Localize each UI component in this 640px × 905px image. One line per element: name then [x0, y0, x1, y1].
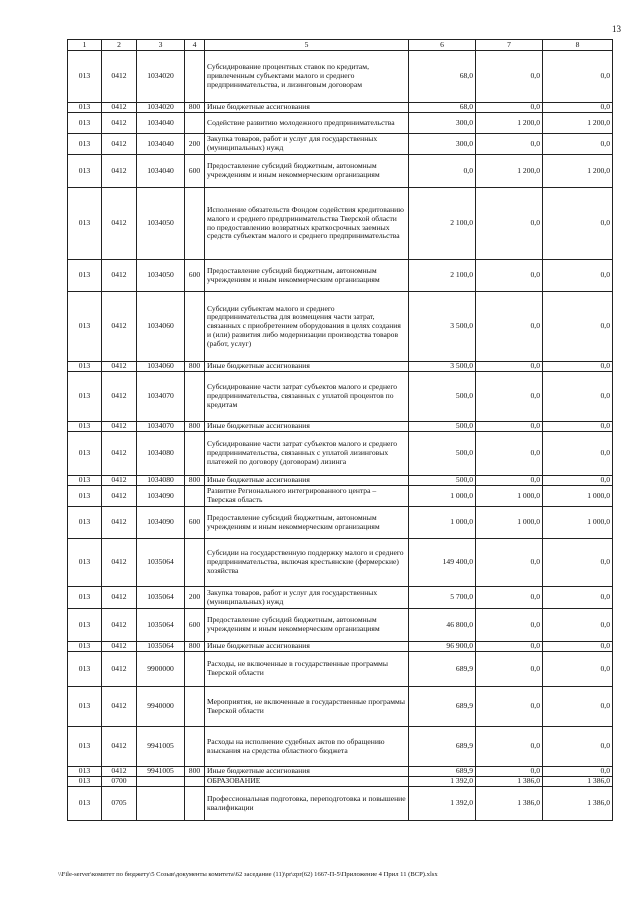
section-code-cell: 0412 [102, 362, 137, 372]
target-code-cell: 1034090 [137, 486, 185, 507]
table-row [68, 539, 613, 587]
table-row [68, 507, 613, 539]
header-row [68, 40, 613, 51]
amount-2-cell: 0,0 [476, 727, 543, 767]
amount-3-cell: 1 386,0 [543, 787, 613, 821]
target-code-cell: 1034090 [137, 507, 185, 539]
amount-3-cell: 0,0 [543, 134, 613, 155]
amount-2-cell: 1 200,0 [476, 155, 543, 188]
agency-code-cell: 013 [68, 652, 102, 687]
amount-3-cell: 0,0 [543, 609, 613, 642]
amount-3-cell: 1 200,0 [543, 155, 613, 188]
expense-type-cell [185, 113, 205, 134]
expense-type-cell: 600 [185, 155, 205, 188]
expense-type-cell: 600 [185, 609, 205, 642]
agency-code-cell: 013 [68, 507, 102, 539]
amount-2-cell: 1 386,0 [476, 777, 543, 787]
budget-table [67, 39, 613, 821]
amount-1-cell: 1 000,0 [409, 507, 476, 539]
item-name-cell: Иные бюджетные ассигнования [205, 767, 409, 777]
item-name-cell: Субсидии субъектам малого и среднего предпринимательства для возмещения части затрат, связанных с приобретением оборудования в целях создания и (или) развития либо модернизации производства товаров (работ, услуг) [205, 292, 409, 362]
agency-code-cell: 013 [68, 372, 102, 422]
item-name-cell: Расходы на исполнение судебных актов по обращению взыскания на средства областного бюджета [205, 727, 409, 767]
target-code-cell: 1034050 [137, 188, 185, 260]
table-row [68, 103, 613, 113]
agency-code-cell: 013 [68, 155, 102, 188]
agency-code-cell: 013 [68, 609, 102, 642]
item-name-cell: Иные бюджетные ассигнования [205, 642, 409, 652]
table-row [68, 476, 613, 486]
target-code-cell: 1034020 [137, 103, 185, 113]
header-cell: 5 [205, 40, 409, 51]
table-row [68, 292, 613, 362]
expense-type-cell [185, 787, 205, 821]
header-cell: 2 [102, 40, 137, 51]
header-cell: 6 [409, 40, 476, 51]
section-code-cell: 0412 [102, 539, 137, 587]
table-row [68, 422, 613, 432]
table-row [68, 767, 613, 777]
amount-1-cell: 500,0 [409, 432, 476, 476]
section-code-cell: 0412 [102, 687, 137, 727]
agency-code-cell: 013 [68, 476, 102, 486]
amount-1-cell: 68,0 [409, 51, 476, 103]
expense-type-cell: 800 [185, 767, 205, 777]
item-name-cell: Предоставление субсидий бюджетным, автономным учреждениям и иным некоммерческим организациям [205, 507, 409, 539]
table-row [68, 727, 613, 767]
expense-type-cell: 600 [185, 507, 205, 539]
item-name-cell: ОБРАЗОВАНИЕ [205, 777, 409, 787]
table-row [68, 134, 613, 155]
agency-code-cell: 013 [68, 292, 102, 362]
amount-2-cell: 0,0 [476, 476, 543, 486]
amount-3-cell: 0,0 [543, 51, 613, 103]
expense-type-cell: 600 [185, 260, 205, 292]
amount-3-cell: 0,0 [543, 362, 613, 372]
agency-code-cell: 013 [68, 777, 102, 787]
table-row [68, 51, 613, 103]
amount-1-cell: 500,0 [409, 476, 476, 486]
section-code-cell: 0412 [102, 432, 137, 476]
amount-1-cell: 689,9 [409, 652, 476, 687]
table-row [68, 486, 613, 507]
target-code-cell: 9900000 [137, 652, 185, 687]
expense-type-cell: 200 [185, 587, 205, 609]
amount-2-cell: 1 386,0 [476, 787, 543, 821]
amount-3-cell: 0,0 [543, 727, 613, 767]
expense-type-cell [185, 292, 205, 362]
target-code-cell: 1034040 [137, 113, 185, 134]
amount-2-cell: 0,0 [476, 103, 543, 113]
amount-3-cell: 0,0 [543, 476, 613, 486]
target-code-cell: 1035064 [137, 587, 185, 609]
section-code-cell: 0412 [102, 609, 137, 642]
amount-2-cell: 0,0 [476, 767, 543, 777]
amount-3-cell: 0,0 [543, 767, 613, 777]
amount-2-cell: 0,0 [476, 587, 543, 609]
item-name-cell: Содействие развитию молодежного предпринимательства [205, 113, 409, 134]
expense-type-cell [185, 372, 205, 422]
agency-code-cell: 013 [68, 422, 102, 432]
header-cell: 1 [68, 40, 102, 51]
target-code-cell: 1034020 [137, 51, 185, 103]
target-code-cell: 1034060 [137, 362, 185, 372]
expense-type-cell: 800 [185, 642, 205, 652]
amount-1-cell: 5 700,0 [409, 587, 476, 609]
item-name-cell: Субсидирование части затрат субъектов малого и среднего предпринимательства, связанных с уплатой процентов по кредитам [205, 372, 409, 422]
section-code-cell: 0412 [102, 188, 137, 260]
item-name-cell: Предоставление субсидий бюджетным, автономным учреждениям и иным некоммерческим организациям [205, 260, 409, 292]
amount-1-cell: 500,0 [409, 422, 476, 432]
target-code-cell: 9941005 [137, 727, 185, 767]
expense-type-cell [185, 539, 205, 587]
amount-1-cell: 3 500,0 [409, 292, 476, 362]
amount-3-cell: 0,0 [543, 260, 613, 292]
expense-type-cell: 200 [185, 134, 205, 155]
item-name-cell: Иные бюджетные ассигнования [205, 362, 409, 372]
item-name-cell: Предоставление субсидий бюджетным, автономным учреждениям и иным некоммерческим организациям [205, 155, 409, 188]
section-code-cell: 0412 [102, 476, 137, 486]
table-row [68, 260, 613, 292]
amount-1-cell: 68,0 [409, 103, 476, 113]
section-code-cell: 0412 [102, 103, 137, 113]
amount-1-cell: 300,0 [409, 134, 476, 155]
section-code-cell: 0412 [102, 51, 137, 103]
agency-code-cell: 013 [68, 687, 102, 727]
amount-3-cell: 0,0 [543, 422, 613, 432]
item-name-cell: Закупка товаров, работ и услуг для государственных (муниципальных) нужд [205, 587, 409, 609]
expense-type-cell: 800 [185, 422, 205, 432]
agency-code-cell: 013 [68, 587, 102, 609]
table-row [68, 113, 613, 134]
section-code-cell: 0700 [102, 777, 137, 787]
amount-2-cell: 1 000,0 [476, 486, 543, 507]
amount-3-cell: 0,0 [543, 188, 613, 260]
header-cell: 8 [543, 40, 613, 51]
item-name-cell: Закупка товаров, работ и услуг для государственных (муниципальных) нужд [205, 134, 409, 155]
section-code-cell: 0705 [102, 787, 137, 821]
item-name-cell: Расходы, не включенные в государственные программы Тверской области [205, 652, 409, 687]
table-row [68, 432, 613, 476]
amount-1-cell: 149 400,0 [409, 539, 476, 587]
amount-1-cell: 300,0 [409, 113, 476, 134]
agency-code-cell: 013 [68, 260, 102, 292]
amount-3-cell: 0,0 [543, 292, 613, 362]
amount-3-cell: 0,0 [543, 642, 613, 652]
amount-1-cell: 1 000,0 [409, 486, 476, 507]
item-name-cell: Профессиональная подготовка, переподготовка и повышение квалификации [205, 787, 409, 821]
amount-2-cell: 0,0 [476, 260, 543, 292]
table-row [68, 642, 613, 652]
amount-3-cell: 0,0 [543, 652, 613, 687]
file-path-footer: \\File-server\комитет по бюджету\5 Созыв\документы комитета\62 заседание (11)\pr\zpr(62) 1667-П-5\Приложение 4 Прил 11 (ВСР).xlsx [58, 871, 438, 878]
amount-1-cell: 46 800,0 [409, 609, 476, 642]
amount-2-cell: 0,0 [476, 362, 543, 372]
section-code-cell: 0412 [102, 652, 137, 687]
amount-3-cell: 1 200,0 [543, 113, 613, 134]
item-name-cell: Иные бюджетные ассигнования [205, 103, 409, 113]
table-row [68, 188, 613, 260]
target-code-cell [137, 777, 185, 787]
expense-type-cell [185, 432, 205, 476]
amount-1-cell: 1 392,0 [409, 787, 476, 821]
target-code-cell: 1034080 [137, 476, 185, 486]
table-row [68, 155, 613, 188]
item-name-cell: Исполнение обязательств Фондом содействия кредитованию малого и среднего предпринимательства Тверской области по предоставлению возвратных краткосрочных заемных средств субъектам малого и среднего предпринимательства [205, 188, 409, 260]
target-code-cell: 9941005 [137, 767, 185, 777]
expense-type-cell [185, 486, 205, 507]
agency-code-cell: 013 [68, 134, 102, 155]
target-code-cell: 9940000 [137, 687, 185, 727]
amount-1-cell: 689,9 [409, 767, 476, 777]
item-name-cell: Предоставление субсидий бюджетным, автономным учреждениям и иным некоммерческим организациям [205, 609, 409, 642]
target-code-cell: 1034070 [137, 372, 185, 422]
expense-type-cell [185, 652, 205, 687]
amount-1-cell: 689,9 [409, 727, 476, 767]
section-code-cell: 0412 [102, 113, 137, 134]
expense-type-cell: 800 [185, 362, 205, 372]
amount-1-cell: 2 100,0 [409, 188, 476, 260]
table-row [68, 362, 613, 372]
table-row [68, 609, 613, 642]
agency-code-cell: 013 [68, 727, 102, 767]
target-code-cell: 1034040 [137, 155, 185, 188]
agency-code-cell: 013 [68, 51, 102, 103]
amount-3-cell: 0,0 [543, 687, 613, 727]
section-code-cell: 0412 [102, 486, 137, 507]
amount-2-cell: 1 200,0 [476, 113, 543, 134]
amount-1-cell: 500,0 [409, 372, 476, 422]
target-code-cell: 1034070 [137, 422, 185, 432]
table-row [68, 587, 613, 609]
amount-2-cell: 0,0 [476, 432, 543, 476]
amount-2-cell: 0,0 [476, 539, 543, 587]
section-code-cell: 0412 [102, 134, 137, 155]
item-name-cell: Развитие Регионального интегрированного центра – Тверская область [205, 486, 409, 507]
item-name-cell: Иные бюджетные ассигнования [205, 476, 409, 486]
item-name-cell: Субсидии на государственную поддержку малого и среднего предпринимательства, включая крестьянские (фермерские) хозяйства [205, 539, 409, 587]
section-code-cell: 0412 [102, 727, 137, 767]
agency-code-cell: 013 [68, 539, 102, 587]
amount-2-cell: 1 000,0 [476, 507, 543, 539]
table-row [68, 787, 613, 821]
amount-2-cell: 0,0 [476, 652, 543, 687]
header-cell: 7 [476, 40, 543, 51]
target-code-cell: 1034060 [137, 292, 185, 362]
section-code-cell: 0412 [102, 260, 137, 292]
amount-2-cell: 0,0 [476, 609, 543, 642]
expense-type-cell [185, 51, 205, 103]
table-row [68, 777, 613, 787]
agency-code-cell: 013 [68, 486, 102, 507]
amount-2-cell: 0,0 [476, 188, 543, 260]
section-code-cell: 0412 [102, 372, 137, 422]
target-code-cell: 1034050 [137, 260, 185, 292]
amount-2-cell: 0,0 [476, 51, 543, 103]
section-code-cell: 0412 [102, 642, 137, 652]
amount-2-cell: 0,0 [476, 134, 543, 155]
amount-3-cell: 1 000,0 [543, 486, 613, 507]
header-cell: 4 [185, 40, 205, 51]
amount-1-cell: 689,9 [409, 687, 476, 727]
agency-code-cell: 013 [68, 362, 102, 372]
section-code-cell: 0412 [102, 422, 137, 432]
item-name-cell: Иные бюджетные ассигнования [205, 422, 409, 432]
amount-3-cell: 1 386,0 [543, 777, 613, 787]
header-cell: 3 [137, 40, 185, 51]
expense-type-cell [185, 687, 205, 727]
amount-3-cell: 0,0 [543, 539, 613, 587]
expense-type-cell [185, 188, 205, 260]
amount-2-cell: 0,0 [476, 372, 543, 422]
amount-1-cell: 1 392,0 [409, 777, 476, 787]
amount-2-cell: 0,0 [476, 687, 543, 727]
target-code-cell: 1034080 [137, 432, 185, 476]
amount-3-cell: 0,0 [543, 432, 613, 476]
section-code-cell: 0412 [102, 292, 137, 362]
agency-code-cell: 013 [68, 787, 102, 821]
agency-code-cell: 013 [68, 767, 102, 777]
target-code-cell: 1034040 [137, 134, 185, 155]
table-row [68, 652, 613, 687]
item-name-cell: Субсидирование процентных ставок по кредитам, привлеченным субъектами малого и среднего предпринимательства, и лизинговым договорам [205, 51, 409, 103]
item-name-cell: Мероприятия, не включенные в государственные программы Тверской области [205, 687, 409, 727]
agency-code-cell: 013 [68, 188, 102, 260]
expense-type-cell: 800 [185, 103, 205, 113]
target-code-cell: 1035064 [137, 539, 185, 587]
amount-1-cell: 0,0 [409, 155, 476, 188]
target-code-cell [137, 787, 185, 821]
amount-2-cell: 0,0 [476, 642, 543, 652]
agency-code-cell: 013 [68, 642, 102, 652]
amount-3-cell: 0,0 [543, 103, 613, 113]
amount-2-cell: 0,0 [476, 292, 543, 362]
item-name-cell: Субсидирование части затрат субъектов малого и среднего предпринимательства, связанных с уплатой лизинговых платежей по договору (договорам) лизинга [205, 432, 409, 476]
section-code-cell: 0412 [102, 587, 137, 609]
amount-2-cell: 0,0 [476, 422, 543, 432]
agency-code-cell: 013 [68, 103, 102, 113]
section-code-cell: 0412 [102, 767, 137, 777]
amount-1-cell: 2 100,0 [409, 260, 476, 292]
target-code-cell: 1035064 [137, 609, 185, 642]
table-row [68, 687, 613, 727]
amount-3-cell: 0,0 [543, 587, 613, 609]
target-code-cell: 1035064 [137, 642, 185, 652]
section-code-cell: 0412 [102, 155, 137, 188]
expense-type-cell: 800 [185, 476, 205, 486]
page-number: 13 [612, 24, 621, 34]
amount-3-cell: 1 000,0 [543, 507, 613, 539]
section-code-cell: 0412 [102, 507, 137, 539]
amount-1-cell: 3 500,0 [409, 362, 476, 372]
amount-1-cell: 96 900,0 [409, 642, 476, 652]
expense-type-cell [185, 727, 205, 767]
table-row [68, 372, 613, 422]
agency-code-cell: 013 [68, 113, 102, 134]
expense-type-cell [185, 777, 205, 787]
agency-code-cell: 013 [68, 432, 102, 476]
amount-3-cell: 0,0 [543, 372, 613, 422]
